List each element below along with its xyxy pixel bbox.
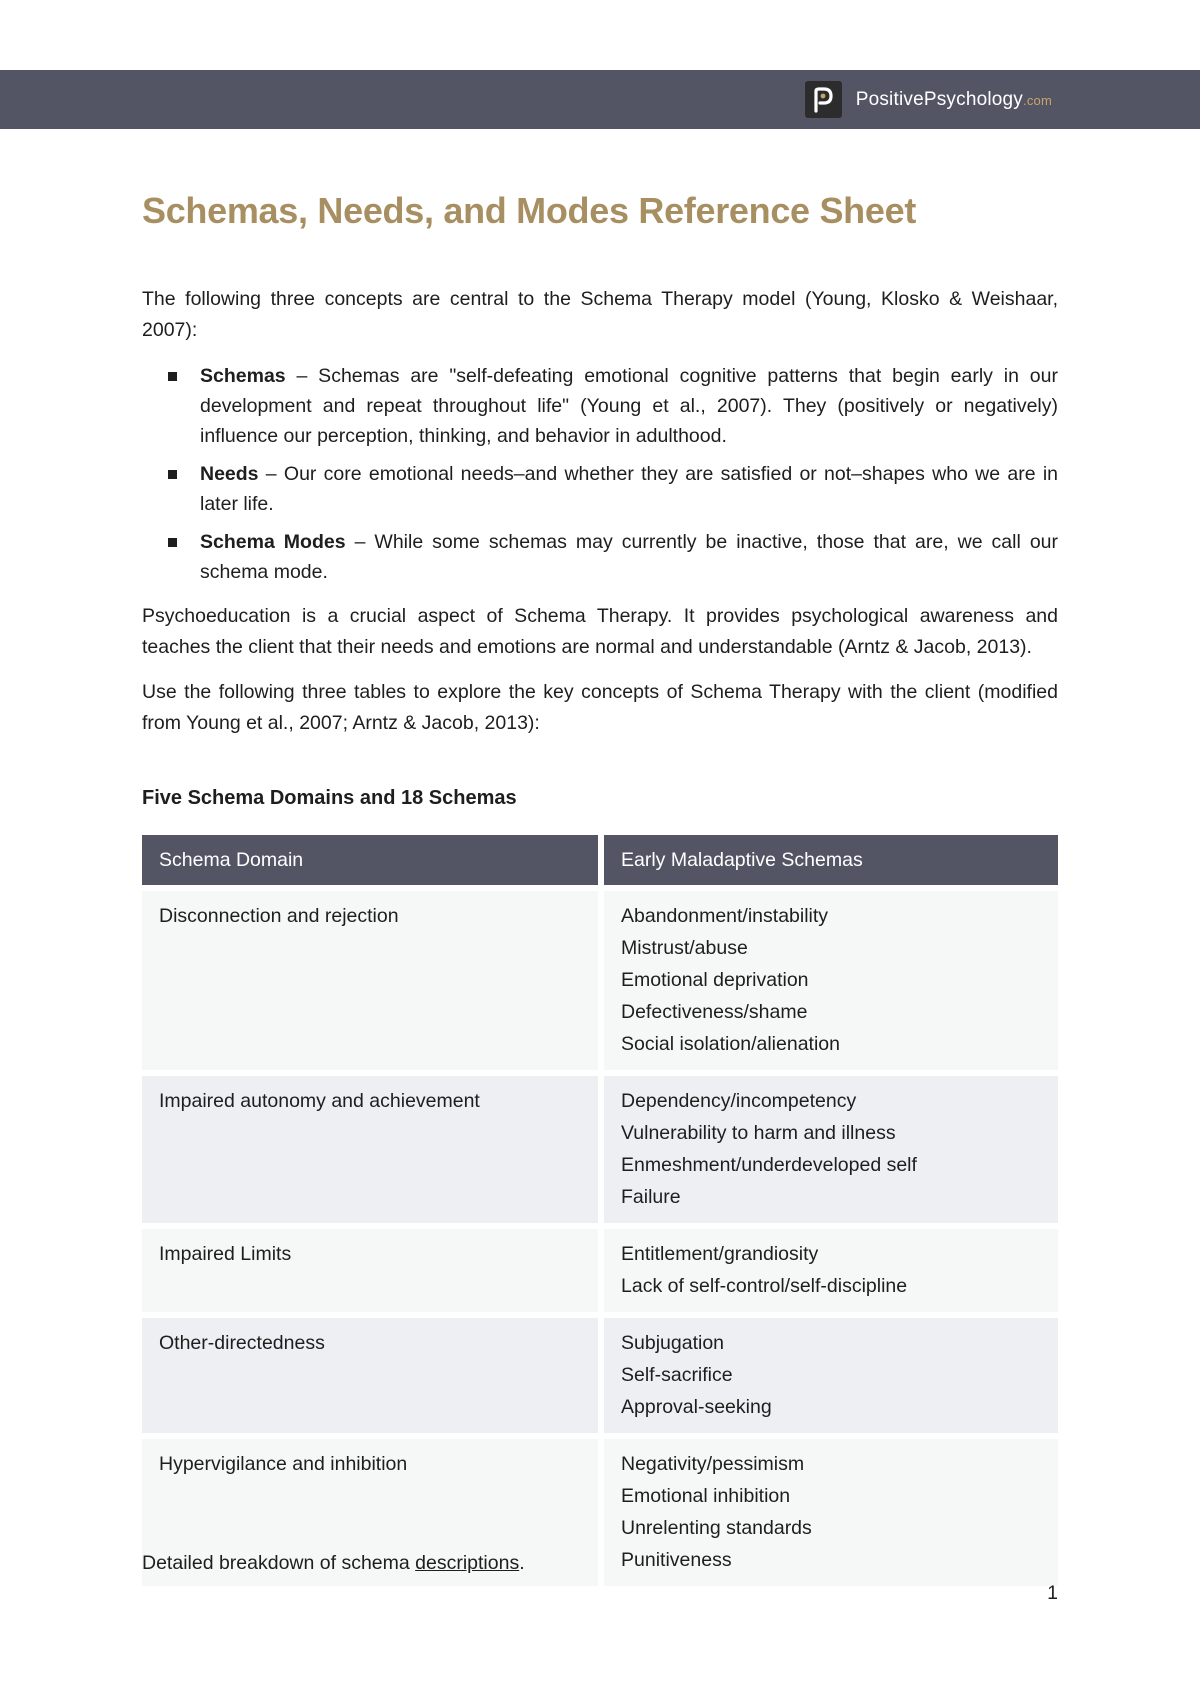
schemas-cell: [598, 891, 1058, 1070]
schema-item: Negativity/pessimism: [621, 1453, 805, 1475]
schema-item: Failure: [621, 1186, 681, 1208]
schema-item: Unrelenting standards: [621, 1517, 812, 1539]
bullet-term: Needs: [200, 463, 259, 485]
schema-item: Vulnerability to harm and illness: [621, 1122, 896, 1144]
bullet-text: – Schemas are "self-defeating emotional cognitive patterns that begin early in our development and repeat throughout life" (Young et al., 2007). They (positively or negatively) influence our perception, thinking, and behavior in adulthood.: [200, 365, 1058, 447]
detail-line: [142, 1552, 525, 1575]
table-row: [142, 891, 1058, 1070]
bullet-square-icon: [168, 538, 177, 547]
descriptions-link[interactable]: descriptions: [415, 1552, 520, 1574]
schema-item: Enmeshment/underdeveloped self: [621, 1154, 917, 1176]
domain-cell: Hypervigilance and inhibition: [142, 1439, 598, 1586]
use-tables-paragraph: Use the following three tables to explore the key concepts of Schema Therapy with the client (modified from Young et al., 2007; Arntz & Jacob, 2013):: [142, 681, 1058, 734]
brand-name: PositivePsychology.com: [855, 88, 1052, 110]
schemas-cell: [598, 1439, 1058, 1586]
schema-item: Emotional deprivation: [621, 969, 809, 991]
schema-item: Approval-seeking: [621, 1396, 772, 1418]
brand-tld: .com: [1023, 92, 1052, 108]
domain-cell: Disconnection and rejection: [142, 891, 598, 1070]
page-title: Schemas, Needs, and Modes Reference Sheet: [142, 190, 917, 231]
table-row: [142, 1229, 1058, 1312]
column-header-schemas: Early Maladaptive Schemas: [598, 835, 1058, 885]
schema-item: Dependency/incompetency: [621, 1090, 857, 1112]
schemas-cell: [598, 1318, 1058, 1433]
intro-paragraph: The following three concepts are central to the Schema Therapy model (Young, Klosko & Weishaar, 2007):: [142, 288, 1058, 341]
schema-table: [142, 829, 1058, 1592]
document-body: [142, 190, 1058, 1592]
psychoeducation-paragraph: Psychoeducation is a crucial aspect of Schema Therapy. It provides psychological awareness and teaches the client that their needs and emotions are normal and understandable (Arntz & Jacob, 2013).: [142, 605, 1058, 658]
schema-item: Social isolation/alienation: [621, 1033, 840, 1055]
detail-suffix: .: [519, 1552, 525, 1574]
list-item: [142, 459, 1058, 519]
schema-item: Subjugation: [621, 1332, 725, 1354]
table-title: Five Schema Domains and 18 Schemas: [142, 787, 517, 809]
bullet-text: – While some schemas may currently be inactive, those that are, we call our schema mode.: [200, 531, 1059, 583]
list-item: [142, 527, 1058, 587]
bullet-term: Schemas: [200, 365, 286, 387]
header-bar: [0, 70, 1200, 129]
schemas-cell: [598, 1229, 1058, 1312]
schema-item: Defectiveness/shame: [621, 1001, 808, 1023]
schema-item: Emotional inhibition: [621, 1485, 791, 1507]
column-header-domain: Schema Domain: [142, 835, 598, 885]
table-row: [142, 1318, 1058, 1433]
bullet-square-icon: [168, 470, 177, 479]
list-item: [142, 361, 1058, 451]
schema-item: Lack of self-control/self-discipline: [621, 1275, 908, 1297]
detail-prefix: Detailed breakdown of schema: [142, 1552, 416, 1574]
schema-item: Abandonment/instability: [621, 905, 829, 927]
table-row: [142, 1076, 1058, 1223]
schema-item: Entitlement/grandiosity: [621, 1243, 819, 1265]
domain-cell: Impaired autonomy and achievement: [142, 1076, 598, 1223]
concept-list: [142, 361, 1058, 587]
bullet-square-icon: [168, 372, 177, 381]
schema-item: Punitiveness: [621, 1549, 732, 1571]
page-number: 1: [1047, 1582, 1058, 1604]
table-header-row: [142, 835, 1058, 885]
brand-logo-icon: [805, 81, 842, 118]
domain-cell: Other-directedness: [142, 1318, 598, 1433]
schema-item: Mistrust/abuse: [621, 937, 748, 959]
brand[interactable]: [805, 81, 1052, 118]
schema-item: Self-sacrifice: [621, 1364, 733, 1386]
schemas-cell: [598, 1076, 1058, 1223]
bullet-text: – Our core emotional needs–and whether they are satisfied or not–shapes who we are in later life.: [200, 463, 1058, 515]
bullet-term: Schema Modes: [200, 531, 346, 553]
domain-cell: Impaired Limits: [142, 1229, 598, 1312]
